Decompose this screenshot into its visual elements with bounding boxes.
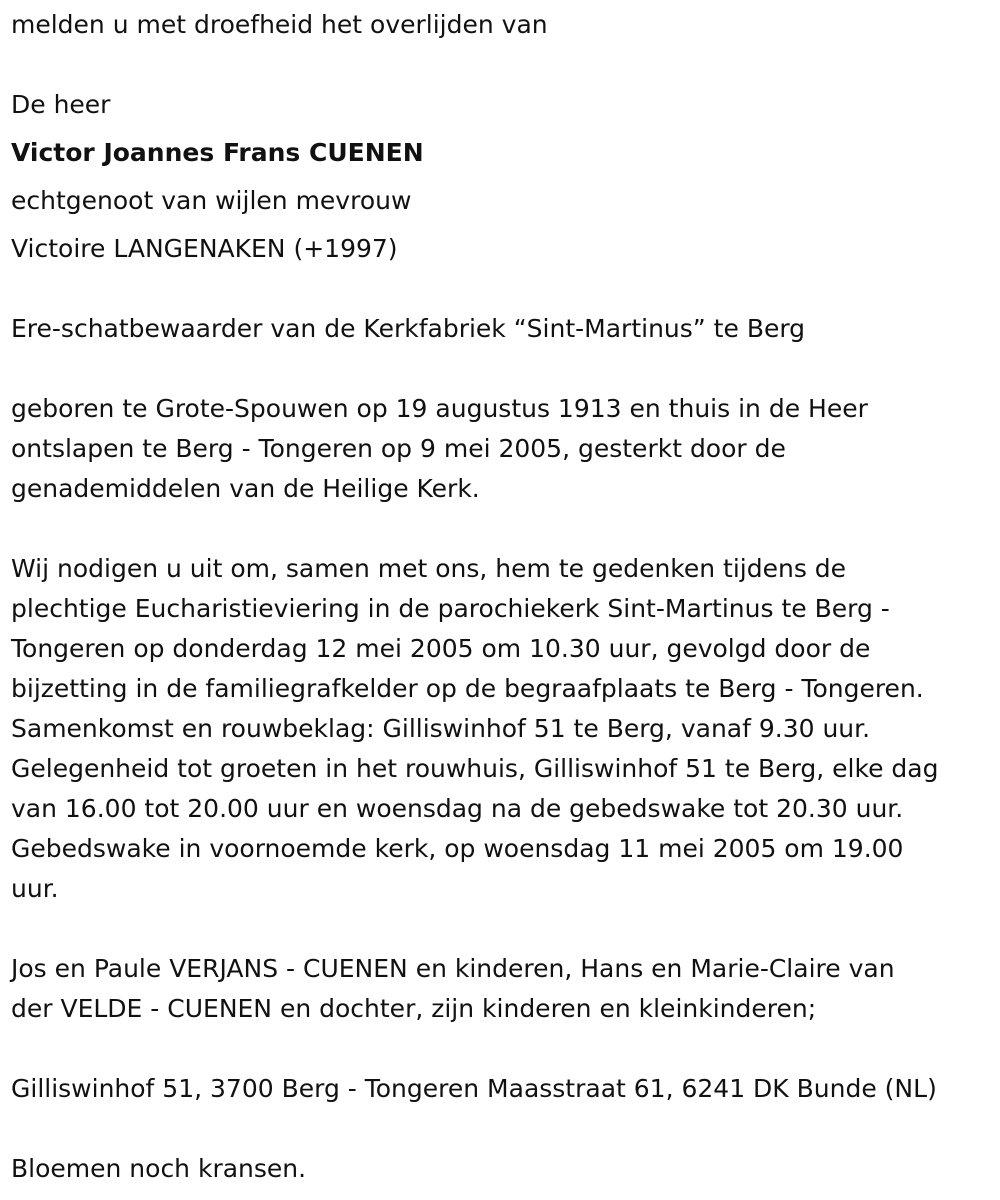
ceremony-line: Gebedswake in voornoemde kerk, op woensdag 11 mei 2005 om 19.00 (11, 834, 904, 863)
honorific-title: Ere-schatbewaarder van de Kerkfabriek “Sint-Martinus” te Berg (11, 314, 806, 343)
ceremony-line: Tongeren op donderdag 12 mei 2005 om 10.30 uur, gevolgd door de (11, 634, 871, 663)
addresses: Gilliswinhof 51, 3700 Berg - Tongeren Maasstraat 61, 6241 DK Bunde (NL) (11, 1074, 937, 1103)
ceremony-line: Gelegenheid tot groeten in het rouwhuis, Gilliswinhof 51 te Berg, elke dag (11, 754, 939, 783)
spouse-label: echtgenoot van wijlen mevrouw (11, 186, 412, 215)
ceremony-line: uur. (11, 874, 59, 903)
birth-death-line: genademiddelen van de Heilige Kerk. (11, 474, 480, 503)
ceremony-line: Wij nodigen u uit om, samen met ons, hem te gedenken tijdens de (11, 554, 847, 583)
intro-text: melden u met droefheid het overlijden van (11, 10, 548, 39)
ceremony-line: van 16.00 tot 20.00 uur en woensdag na de gebedswake tot 20.30 uur. (11, 794, 904, 823)
family-line: der VELDE - CUENEN en dochter, zijn kinderen en kleinkinderen; (11, 994, 817, 1023)
closing-note: Bloemen noch kransen. (11, 1154, 307, 1183)
birth-death-line: geboren te Grote-Spouwen op 19 augustus 1913 en thuis in de Heer (11, 394, 868, 423)
salutation: De heer (11, 90, 111, 119)
deceased-name: Victor Joannes Frans CUENEN (11, 138, 424, 167)
ceremony-line: Samenkomst en rouwbeklag: Gilliswinhof 51 te Berg, vanaf 9.30 uur. (11, 714, 871, 743)
spouse-name: Victoire LANGENAKEN (+1997) (11, 234, 398, 263)
family-line: Jos en Paule VERJANS - CUENEN en kinderen, Hans en Marie-Claire van (11, 954, 895, 983)
ceremony-line: bijzetting in de familiegrafkelder op de begraafplaats te Berg - Tongeren. (11, 674, 924, 703)
birth-death-line: ontslapen te Berg - Tongeren op 9 mei 2005, gesterkt door de (11, 434, 786, 463)
ceremony-line: plechtige Eucharistieviering in de parochiekerk Sint-Martinus te Berg - (11, 594, 890, 623)
